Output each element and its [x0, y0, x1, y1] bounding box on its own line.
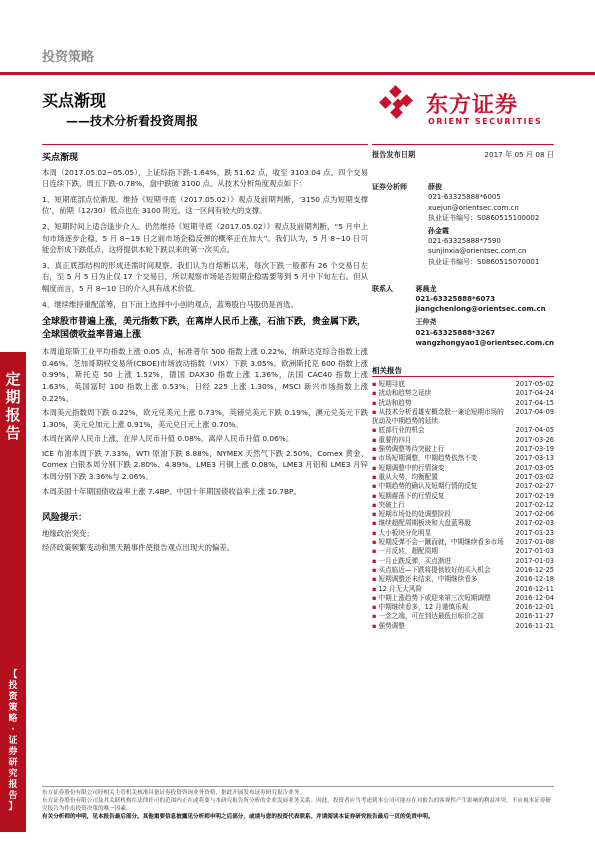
related-report-date: 2017-03-02: [515, 472, 554, 481]
contact-email[interactable]: jiangchenlong@orientsec.com.cn: [415, 305, 546, 314]
global-markets-heading: 全球股市普遍上涨，美元指数下跌，在离岸人民币上涨，石油下跌，贵金属下跌，全球国债收益率普遍上涨: [42, 317, 367, 341]
analyst-label: 证券分析师: [372, 183, 407, 192]
summary-intro: 本周（2017.05.02~05.05），上证综指下跌-1.64%，跌 51.62 点，收至 3103.04 点。四个交易日连续下跌，周五下跌-0.78%，盘中跌破 3100 点。从技术分析角度观点如下：: [42, 167, 368, 189]
contact-name: 蒋晨龙: [415, 284, 437, 293]
related-report-item[interactable]: [372, 575, 554, 584]
publish-date-row: [372, 150, 554, 160]
related-report-date: 2016-11-21: [515, 621, 554, 630]
logo-wordmark-cn: 东方证券: [426, 93, 519, 118]
analyst-block: [372, 182, 554, 270]
related-report-date: 2016-12-25: [515, 565, 554, 574]
analyst-phone: 021-63325888*7590: [428, 237, 501, 246]
related-report-title: ▪ 中期上涨趋势下或迎来第三次短期调整: [372, 594, 512, 603]
related-report-item[interactable]: [372, 566, 554, 575]
point-1: 1、短期底部点位渐现。维持《短期寻底（2017.05.02）》观点及前期判断，‘3150 点为短期支撑位’，前期（12/30）低点也在 3100 附近，这一区间有较大的支撑。: [42, 194, 368, 216]
related-report-item[interactable]: [372, 519, 554, 528]
related-divider: [372, 376, 554, 377]
strip-glyph: 【: [8, 670, 18, 680]
related-report-title: ▪ 扰动和趋势之延续: [372, 389, 512, 398]
related-report-title: ▪ 市场短期调整，中期趋势依然不变: [372, 454, 512, 463]
section-label: 投资策略: [42, 50, 95, 65]
analyst-card: [428, 226, 554, 267]
related-report-title: ▪ 短期调整还未结束，中期继续看多: [372, 575, 512, 584]
related-report-date: 2017-03-19: [515, 445, 554, 454]
related-report-item[interactable]: [372, 622, 554, 631]
global-para-equities: 本周道琼斯工业平均指数上涨 0.05 点，标准普尔 500 指数上涨 0.22%，纳斯达克综合指数上涨 0.46%。芝加哥期权交易所(CBOE)市场波动指数（VIX）下跌 3.05%。欧洲斯托克 600 指数上涨 0.99%，斯托克 50 上涨 1.52%，德国 DAX30 指数上涨 1.36%，法国 CAC40 指数上涨 1.63%，英国富时 100 指数上涨 0.53%，日经 225 上涨 1.30%，MSCI 新兴市场指数上涨 0.22%。: [42, 347, 368, 403]
strip-report-category: [0, 670, 26, 813]
analyst-email[interactable]: sunjinxia@orientsec.com.cn: [428, 247, 527, 256]
related-report-date: 2017-03-05: [515, 463, 554, 472]
logo-wordmark-en: ORIENT SECURITIES: [428, 117, 543, 126]
strip-glyph: 策: [8, 703, 18, 713]
related-report-item[interactable]: [372, 473, 554, 482]
related-report-title: ▪ 短期震荡下的行情反复: [372, 492, 512, 501]
related-report-title: ▪ 一念之端，可在到达最低目标价之前: [372, 612, 512, 621]
related-report-item[interactable]: [372, 426, 554, 435]
related-report-item[interactable]: [372, 380, 554, 389]
global-para-commodities: ICE 布油本周下跌 7.33%，WTI 原油下跌 8.88%，NYMEX 天然气下跌 2.50%。Comex 黄金、Comex 白银本周分别下跌 2.80%、4.89%。LME3 月铜上涨 0.08%，LME3 月铝和 LME3 月锌本周分别下跌 3.36%与 2.06%。: [42, 448, 368, 482]
related-report-title: ▪ 12 月无大风险: [372, 585, 512, 594]
strip-glyph: ·: [11, 725, 15, 735]
related-report-item[interactable]: [372, 501, 554, 510]
related-report-title: ▪ 强势调整: [372, 622, 512, 631]
related-report-date: 2017-02-12: [515, 500, 554, 509]
risk-2: 经济政策频繁变动和黑天鹅事件使报告观点出现大的偏差。: [42, 543, 235, 553]
contact-label: 联系人: [372, 284, 393, 293]
disclaimer-line: 东方证券股份有限公司经相关主管机关核准具备证券投资咨询业务资格，据此开展发布证券研究报告业务。: [42, 790, 305, 796]
strip-glyph: 投: [8, 681, 18, 691]
related-report-date: 2017-01-03: [515, 556, 554, 565]
related-report-item[interactable]: [372, 557, 554, 566]
related-report-date: 2017-04-15: [515, 398, 554, 407]
related-report-date: 2017-05-02: [515, 380, 554, 388]
report-title: 买点渐现: [42, 91, 107, 110]
related-report-date: 2017-04-09: [515, 407, 554, 416]
disclaimer-line: 东方证券股份有限公司及其关联机构在法律许可的范围内正在或将要与本研究报告所分析的企业发展业务关系。因此，投资者应当考虑到本公司可能存在对报告的客观性产生影响的利益冲突，不应视本证券研究报告为作出投资决策的唯一因素。: [42, 798, 552, 812]
analyst-name: 薛俊: [428, 183, 442, 192]
contact-phone: 021-63325888*3267: [415, 328, 496, 337]
related-report-title: ▪ 短期反弹不会一蹴而就，中期继续看多市场: [372, 538, 512, 547]
strip-glyph: 证: [8, 736, 18, 746]
related-report-date: 2016-11-27: [515, 612, 554, 621]
related-report-title: ▪ 中期趋势的确认及短期行情的反复: [372, 482, 512, 491]
related-report-item[interactable]: [372, 464, 554, 473]
related-report-item[interactable]: [372, 389, 554, 398]
point-4: 4、继续维持重配蓝筹，自下而上选择中小创的观点，蓝筹股白马股仍是首选。: [42, 299, 298, 309]
footer-rule: [42, 786, 554, 787]
related-report-title: ▪ 底部行业的机会: [372, 426, 512, 435]
related-report-title: ▪ 短期市场处的处调整阶段: [372, 510, 512, 519]
strip-report-type: [0, 370, 26, 442]
related-report-item[interactable]: [372, 529, 554, 538]
analyst-name: 孙金霞: [428, 227, 449, 236]
related-report-date: 2017-04-05: [515, 426, 554, 435]
main-divider: [42, 144, 368, 145]
related-report-title: ▪ 短期调整中的行情演变: [372, 464, 512, 473]
contact-phone: 021-63325888*6073: [415, 295, 496, 304]
header-rule: [0, 72, 595, 75]
analyst-card: [428, 182, 554, 223]
related-report-title: ▪ 中期继续看多，12 月谨慎乐观: [372, 603, 512, 612]
related-report-item[interactable]: [372, 538, 554, 547]
analyst-phone: 021-63325888*6005: [428, 193, 501, 202]
related-report-item[interactable]: [372, 408, 554, 427]
strip-glyph: 报: [5, 406, 21, 424]
analyst-cert: 执业证书编号：S0860515070001: [428, 257, 540, 266]
related-reports-heading: 相关报告: [372, 366, 402, 375]
publish-date-value: 2017 年 05 月 08 日: [484, 150, 554, 159]
main-column: [42, 153, 368, 557]
disclaimer-footer: [42, 789, 554, 821]
related-report-title: ▪ 一月反转，超配周期: [372, 547, 512, 556]
related-report-item[interactable]: [372, 436, 554, 445]
strip-glyph: 研: [8, 758, 18, 768]
related-report-item[interactable]: [372, 585, 554, 594]
related-report-item[interactable]: [372, 445, 554, 454]
related-reports-list: [372, 380, 554, 631]
related-report-title: ▪ 从技术分析看雄安概念股一兼论短期市场的扰动及中期趋势的延续: [372, 408, 512, 427]
report-subtitle: ——技术分析看投资周报: [66, 114, 199, 128]
related-report-title: ▪ 重从大势，均衡配置: [372, 473, 512, 482]
related-report-title: ▪ 强势调整等待突破上行: [372, 445, 512, 454]
disclaimer-notice: 有关分析师的申明，见本报告最后部分。其他重要信息披露见分析师申明之后部分，或请与您的投资代表联系。并请阅读本证券研究报告最后一页的免责申明。: [42, 814, 434, 820]
strip-glyph: 券: [8, 747, 18, 757]
related-report-item[interactable]: [372, 547, 554, 556]
contact-card: [415, 317, 554, 348]
analyst-cert: 执业证书编号：S0860515100002: [428, 213, 540, 222]
related-report-title: ▪ 重要的四月: [372, 436, 512, 445]
related-report-title: ▪ 突破上行: [372, 501, 512, 510]
related-report-item[interactable]: [372, 482, 554, 491]
strip-glyph: 略: [8, 714, 18, 724]
related-report-title: ▪ 大小板块分化明显: [372, 529, 512, 538]
related-report-title: ▪ 扰动和趋势: [372, 399, 512, 408]
related-report-item[interactable]: [372, 492, 554, 501]
strip-glyph: 】: [8, 802, 18, 812]
related-report-item[interactable]: [372, 399, 554, 408]
related-report-date: 2017-01-23: [515, 528, 554, 537]
strip-glyph: 究: [8, 769, 18, 779]
related-report-title: ▪ 一月止跌反弹，买点渐进: [372, 557, 512, 566]
summary-heading: 买点渐现: [42, 153, 79, 163]
related-report-item[interactable]: [372, 454, 554, 463]
strip-glyph: 定: [5, 370, 21, 388]
related-report-item[interactable]: [372, 594, 554, 603]
global-para-rmb: 本周在离岸人民币上涨，在岸人民币升值 0.08%，离岸人民币升值 0.06%。: [42, 434, 294, 444]
info-column: [372, 150, 554, 351]
contact-card: [415, 284, 554, 315]
contact-block: [372, 284, 554, 351]
related-report-date: 2016-12-01: [515, 603, 554, 612]
related-report-date: 2016-12-11: [515, 584, 554, 593]
related-report-date: 2017-03-13: [515, 454, 554, 463]
publish-date-label: 报告发布日期: [372, 150, 416, 159]
strip-glyph: 资: [8, 692, 18, 702]
global-para-fx: 本周美元指数周下跌 0.22%，欧元兑美元上涨 0.73%，英镑兑美元下跌 0.19%，澳元兑美元下跌 1.30%，美元兑加元上涨 0.91%，美元兑日元上涨 0.70%。: [42, 408, 368, 429]
related-report-date: 2017-02-06: [515, 510, 554, 519]
related-report-date: 2017-04-24: [515, 389, 554, 398]
strip-glyph: 期: [5, 388, 21, 406]
related-report-date: 2016-12-04: [515, 593, 554, 602]
strip-glyph: 告: [8, 791, 18, 801]
side-divider: [372, 144, 554, 145]
related-report-date: 2017-02-27: [515, 482, 554, 491]
related-report-item[interactable]: [372, 612, 554, 621]
contact-email[interactable]: wangzhongyao1@orientsec.com.cn: [415, 338, 554, 347]
analyst-email[interactable]: xuejun@orientsec.com.cn: [428, 203, 519, 212]
strip-glyph: 报: [8, 780, 18, 790]
related-report-date: 2017-01-03: [515, 547, 554, 556]
risk-1: 地缘政治突变；: [42, 528, 94, 538]
related-report-date: 2016-12-18: [515, 575, 554, 584]
related-report-title: ▪ 短期寻底: [372, 380, 512, 389]
related-report-title: ▪ 继续超配周期板块和大盘蓝筹股: [372, 519, 512, 528]
risk-heading: 风险提示：: [42, 513, 88, 524]
related-report-date: 2017-02-19: [515, 491, 554, 500]
contact-name: 王仲尧: [415, 318, 437, 327]
related-report-date: 2017-01-08: [515, 538, 554, 547]
related-report-date: 2017-03-26: [515, 435, 554, 444]
point-3: 3、真正底部结构的形成还需时间观察。我们认为自熔断以来，每次下跌一般都有 26 个交易日左右，至 5 月 5 日为止仅 17 个交易日，所以观察市场是否短期企稳需要等到 5 月中下旬左右。但从幅度而言，5 月 8~10 日的介入具有战术价值。: [42, 260, 368, 293]
related-report-title: ▪ 买点临近—下跌将提供较好的买入机会: [372, 566, 512, 575]
related-report-date: 2017-02-03: [515, 519, 554, 528]
point-2: 2、短期时间上适合逢步介入。仍然维持《短期寻底（2017.05.02）》观点及前期判断，“5 月中上旬市场逐步企稳，5 月 8~19 日之前市场企稳反弹的概率正在加大”。我们认为，5 月 8~10 日可能会形成下跌低点，这将提供本轮下跌以来的第一次买点。: [42, 221, 368, 255]
strip-glyph: 告: [5, 424, 21, 442]
global-para-bonds: 本周美国十年期国债收益率上涨 7.4BP。中国十年期国债收益率上涨 10.7BP。: [42, 486, 301, 496]
